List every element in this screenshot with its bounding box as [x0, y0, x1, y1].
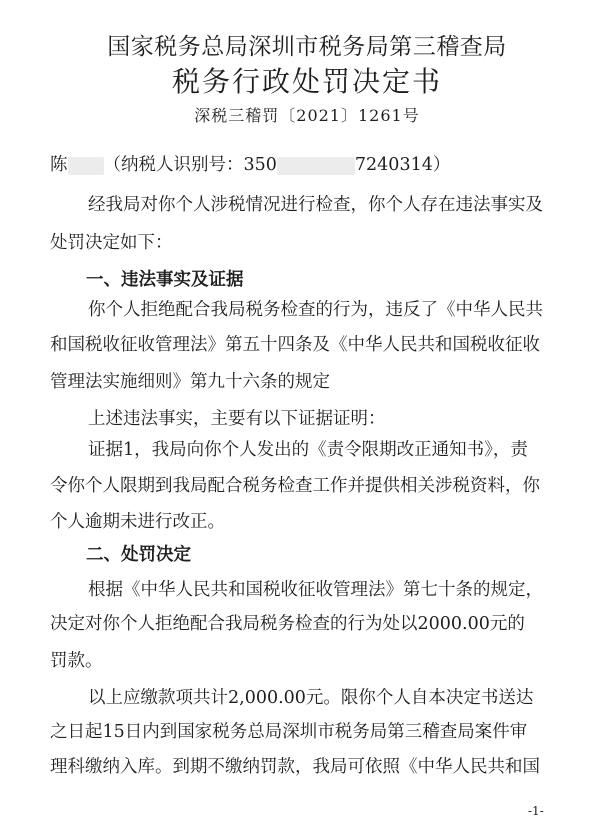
- facts-paragraph-line: 你个人拒绝配合我局税务检查的行为，违反了《中华人民共: [88, 300, 543, 320]
- taxpayer-id-label: （纳税人识别号：: [103, 155, 244, 175]
- document-title: 税务行政处罚决定书: [171, 65, 442, 98]
- intro-line-2: 处罚决定如下：: [50, 233, 173, 253]
- evidence-line: 令你个人限期到我局配合税务检查工作并提供相关涉税资料，你: [50, 476, 540, 496]
- intro-line-1: 经我局对你个人涉税情况进行检查，你个人存在违法事实及: [88, 195, 543, 215]
- section-heading-decision: 二、处罚决定: [86, 545, 191, 565]
- evidence-intro: 上述违法事实，主要有以下证据证明：: [88, 409, 386, 429]
- evidence-line: 证据1，我局向你个人发出的《责令限期改正通知书》，责: [88, 440, 528, 460]
- taxpayer-line: [50, 151, 450, 176]
- section-heading-facts: 一、违法事实及证据: [86, 270, 244, 290]
- document-number: 深税三稽罚〔2021〕1261号: [194, 106, 420, 125]
- facts-paragraph-line: 管理法实施细则》第九十六条的规定: [50, 372, 330, 392]
- taxpayer-name: 陈: [50, 155, 68, 175]
- evidence-line: 个人逾期未进行改正。: [50, 512, 225, 532]
- redacted-name: [68, 157, 104, 175]
- payment-line: 理科缴纳入库。到期不缴纳罚款，我局可依照《中华人民共和国: [50, 757, 540, 777]
- payment-line: 之日起15日内到国家税务总局深圳市税务局第三稽查局案件审: [50, 722, 528, 742]
- facts-paragraph-line: 和国税收征收管理法》第五十四条及《中华人民共和国税收征收: [50, 335, 540, 355]
- decision-line: 根据《中华人民共和国税收征收管理法》第七十条的规定，: [88, 580, 543, 600]
- payment-line: 以上应缴款项共计2,000.00元。限你个人自本决定书送达: [88, 688, 534, 708]
- redacted-id: [277, 157, 355, 175]
- page-number: -1-: [528, 804, 544, 818]
- agency-name: 国家税务总局深圳市税务局第三稽查局: [107, 34, 507, 60]
- decision-line: 罚款。: [50, 651, 103, 671]
- taxpayer-id-prefix: 350: [243, 155, 277, 175]
- decision-line: 决定对你个人拒绝配合我局税务检查的行为处以2000.00元的: [50, 614, 525, 634]
- taxpayer-id-suffix: 7240314）: [354, 155, 451, 175]
